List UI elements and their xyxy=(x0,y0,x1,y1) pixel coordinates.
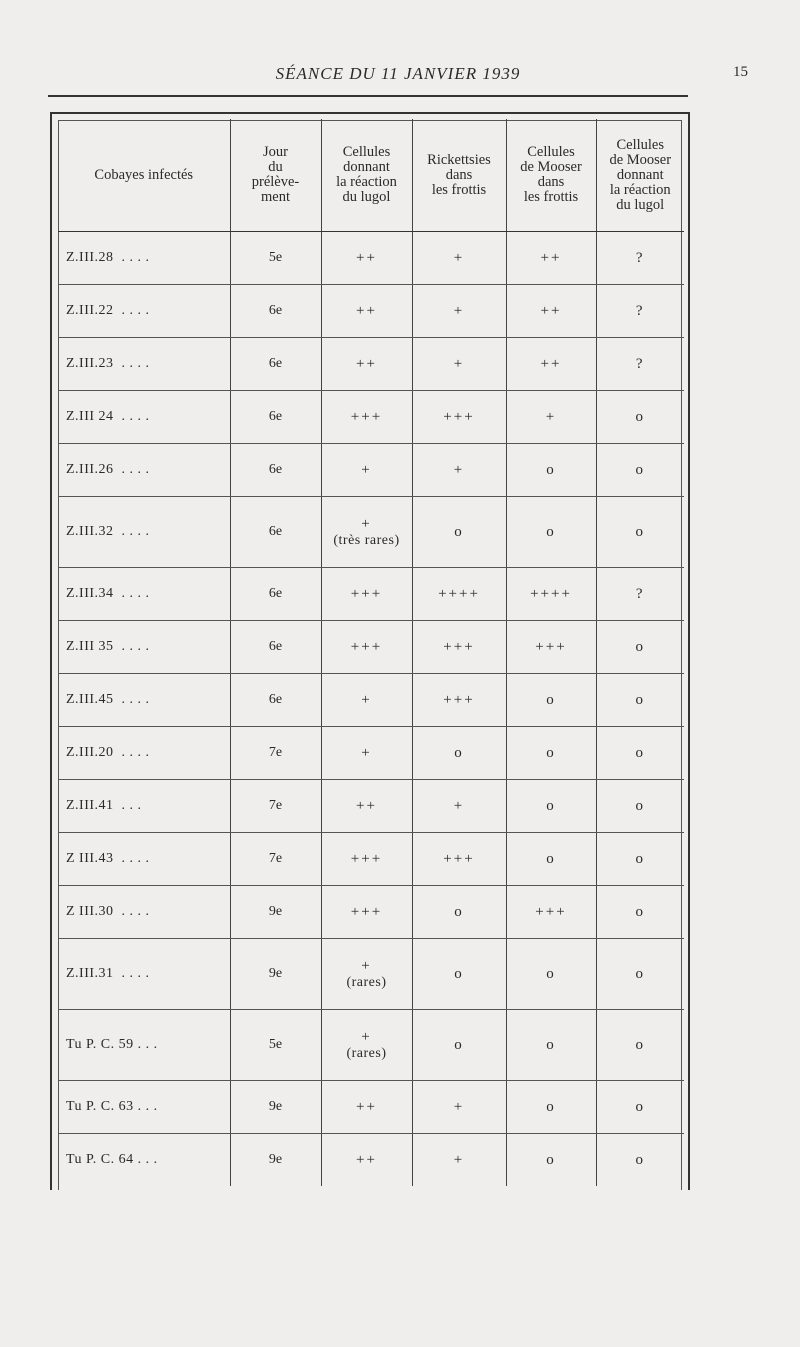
cell-cellules-mooser: ++ xyxy=(506,232,596,285)
cell-cobaye: Z.III.45 . . . . xyxy=(58,674,230,727)
cell-cellules-lugol xyxy=(321,674,412,727)
cell-mooser-lugol: o xyxy=(596,1134,684,1187)
cell-jour: 6e xyxy=(230,285,321,338)
cell-cobaye: Z.III 24 . . . . xyxy=(58,391,230,444)
cell-cellules-lugol xyxy=(321,621,412,674)
cell-cellules-lugol xyxy=(321,833,412,886)
cell-cobaye: Z.III.32 . . . . xyxy=(58,497,230,568)
lugol-value: +++ xyxy=(350,850,383,867)
cell-cellules-mooser: o xyxy=(506,1134,596,1187)
cell-mooser-lugol: o xyxy=(596,1081,684,1134)
cell-mooser-lugol: o xyxy=(596,727,684,780)
cell-cobaye: Z.III.34 . . . . xyxy=(58,568,230,621)
table-row xyxy=(58,338,684,391)
cell-rickettsies: +++ xyxy=(412,621,506,674)
table-row xyxy=(58,1010,684,1081)
running-title: SÉANCE DU 11 JANVIER 1939 xyxy=(275,64,521,83)
cell-cellules-lugol xyxy=(321,1081,412,1134)
table-row xyxy=(58,780,684,833)
cell-cellules-lugol xyxy=(321,886,412,939)
table-header-row xyxy=(58,119,684,232)
table-row xyxy=(58,939,684,1010)
cell-cellules-mooser: ++++ xyxy=(506,568,596,621)
cell-cellules-lugol xyxy=(321,568,412,621)
cell-jour: 6e xyxy=(230,391,321,444)
cell-cobaye: Z.III 35 . . . . xyxy=(58,621,230,674)
cell-cobaye: Z.III.23 . . . . xyxy=(58,338,230,391)
lugol-note: (rares) xyxy=(346,1045,387,1061)
cell-cobaye: Z.III.26 . . . . xyxy=(58,444,230,497)
table-row xyxy=(58,391,684,444)
cell-rickettsies: + xyxy=(412,1081,506,1134)
lugol-value: + xyxy=(361,691,372,708)
results-table xyxy=(58,119,684,1186)
lugol-value: + xyxy=(361,515,372,532)
lugol-value: +++ xyxy=(350,638,383,655)
cell-jour: 6e xyxy=(230,621,321,674)
cell-cobaye: Z.III.22 . . . . xyxy=(58,285,230,338)
cell-mooser-lugol: o xyxy=(596,780,684,833)
cell-cobaye: Z.III.41 . . . xyxy=(58,780,230,833)
cell-cobaye: Tu P. C. 59 . . . xyxy=(58,1010,230,1081)
table-row xyxy=(58,674,684,727)
cell-jour: 6e xyxy=(230,568,321,621)
cell-rickettsies: +++ xyxy=(412,674,506,727)
table-row xyxy=(58,497,684,568)
header-cellules-mooser: Cellules de Mooser dans les frottis xyxy=(506,119,596,232)
cell-cellules-mooser: o xyxy=(506,497,596,568)
cell-cellules-mooser: o xyxy=(506,939,596,1010)
cell-rickettsies: +++ xyxy=(412,833,506,886)
cell-mooser-lugol: o xyxy=(596,1010,684,1081)
cell-jour: 6e xyxy=(230,674,321,727)
cell-cellules-lugol xyxy=(321,232,412,285)
cell-jour: 7e xyxy=(230,780,321,833)
cell-cellules-lugol xyxy=(321,338,412,391)
cell-mooser-lugol: o xyxy=(596,886,684,939)
cell-cellules-lugol xyxy=(321,780,412,833)
cell-jour: 7e xyxy=(230,727,321,780)
cell-jour: 9e xyxy=(230,886,321,939)
header-cobayes: Cobayes infectés xyxy=(58,119,230,232)
cell-rickettsies: o xyxy=(412,727,506,780)
header-cellules-lugol: Cellules donnant la réaction du lugol xyxy=(321,119,412,232)
cell-cellules-mooser: o xyxy=(506,674,596,727)
cell-cellules-mooser: o xyxy=(506,780,596,833)
cell-mooser-lugol: o xyxy=(596,674,684,727)
cell-cobaye: Tu P. C. 64 . . . xyxy=(66,1152,158,1167)
table-row xyxy=(58,833,684,886)
lugol-value: ++ xyxy=(356,249,377,266)
cell-mooser-lugol: o xyxy=(596,939,684,1010)
cell-cellules-mooser: +++ xyxy=(506,886,596,939)
cell-jour: 6e xyxy=(230,497,321,568)
cell-rickettsies: + xyxy=(412,338,506,391)
lugol-value: + xyxy=(361,1028,372,1045)
cell-mooser-lugol: ? xyxy=(596,232,684,285)
table-row xyxy=(58,886,684,939)
cell-cellules-mooser: ++ xyxy=(506,285,596,338)
cell-cellules-mooser: o xyxy=(506,833,596,886)
cell-jour: 6e xyxy=(230,444,321,497)
cell-mooser-lugol: o xyxy=(596,391,684,444)
cell-cellules-lugol xyxy=(321,1010,412,1081)
cell-cobaye: Tu P. C. 63 . . . xyxy=(58,1081,230,1134)
header-rule xyxy=(48,95,688,97)
cell-rickettsies: + xyxy=(412,285,506,338)
page-header xyxy=(48,60,748,88)
header-mooser-lugol: Cellules de Mooser donnant la réaction du lugol xyxy=(596,119,684,232)
cell-cobaye: Z III.30 . . . . xyxy=(58,886,230,939)
cell-rickettsies: o xyxy=(412,939,506,1010)
lugol-value: ++ xyxy=(356,355,377,372)
cell-rickettsies: ++++ xyxy=(412,568,506,621)
lugol-value: + xyxy=(361,744,372,761)
table-row xyxy=(58,727,684,780)
cell-cellules-mooser: ++ xyxy=(506,338,596,391)
cell-cellules-lugol xyxy=(321,939,412,1010)
lugol-value: +++ xyxy=(350,903,383,920)
lugol-value: ++ xyxy=(356,797,377,814)
cell-cellules-lugol xyxy=(321,1134,412,1187)
header-jour: Jour du prélève- ment xyxy=(230,119,321,232)
cell-mooser-lugol: o xyxy=(596,444,684,497)
cell-jour: 9e xyxy=(230,1081,321,1134)
cell-jour: 6e xyxy=(230,338,321,391)
cell-mooser-lugol: ? xyxy=(596,568,684,621)
cell-jour: 7e xyxy=(230,833,321,886)
cell-rickettsies: + xyxy=(412,1134,506,1187)
table-row xyxy=(58,568,684,621)
lugol-value: +++ xyxy=(350,408,383,425)
cell-rickettsies: o xyxy=(412,1010,506,1081)
cell-cobaye: Z.III.28 . . . . xyxy=(58,232,230,285)
lugol-value: +++ xyxy=(350,585,383,602)
cell-rickettsies: o xyxy=(412,886,506,939)
lugol-value: + xyxy=(361,461,372,478)
cell-jour: 9e xyxy=(230,1134,321,1187)
cell-mooser-lugol: o xyxy=(596,621,684,674)
table-row xyxy=(58,232,684,285)
cell-cellules-lugol xyxy=(321,497,412,568)
cell-rickettsies: + xyxy=(412,780,506,833)
lugol-value: ++ xyxy=(356,1151,377,1168)
page-number: 15 xyxy=(733,64,748,80)
cell-cellules-lugol xyxy=(321,285,412,338)
table-row xyxy=(58,285,684,338)
cell-cellules-lugol xyxy=(321,391,412,444)
lugol-value: ++ xyxy=(356,1098,377,1115)
cell-mooser-lugol: ? xyxy=(596,338,684,391)
cell-rickettsies: + xyxy=(412,444,506,497)
cell-cellules-lugol xyxy=(321,444,412,497)
lugol-note: (très rares) xyxy=(333,532,400,548)
cell-rickettsies: o xyxy=(412,497,506,568)
cell-jour: 5e xyxy=(230,1010,321,1081)
cell-cellules-mooser: +++ xyxy=(506,621,596,674)
lugol-note: (rares) xyxy=(346,974,387,990)
cell-cellules-mooser: o xyxy=(506,1081,596,1134)
cell-rickettsies: +++ xyxy=(412,391,506,444)
cell-mooser-lugol: o xyxy=(596,833,684,886)
cell-jour: 9e xyxy=(230,939,321,1010)
cell-rickettsies: + xyxy=(412,232,506,285)
cell-mooser-lugol: o xyxy=(596,497,684,568)
cell-cellules-mooser: o xyxy=(506,1010,596,1081)
cell-cobaye: Z.III.31 . . . . xyxy=(58,939,230,1010)
table-row xyxy=(58,621,684,674)
lugol-value: ++ xyxy=(356,302,377,319)
table-row xyxy=(58,444,684,497)
cell-cobaye: Z.III.20 . . . . xyxy=(58,727,230,780)
cell-jour: 5e xyxy=(230,232,321,285)
table-body xyxy=(58,232,684,1187)
cell-cellules-lugol xyxy=(321,727,412,780)
table-row xyxy=(58,1134,684,1187)
table-row xyxy=(58,1081,684,1134)
cell-cellules-mooser: o xyxy=(506,727,596,780)
header-rickettsies: Rickettsies dans les frottis xyxy=(412,119,506,232)
cell-cellules-mooser: + xyxy=(506,391,596,444)
cell-cobaye: Z III.43 . . . . xyxy=(58,833,230,886)
lugol-value: + xyxy=(361,957,372,974)
cell-cellules-mooser: o xyxy=(506,444,596,497)
cell-mooser-lugol: ? xyxy=(596,285,684,338)
